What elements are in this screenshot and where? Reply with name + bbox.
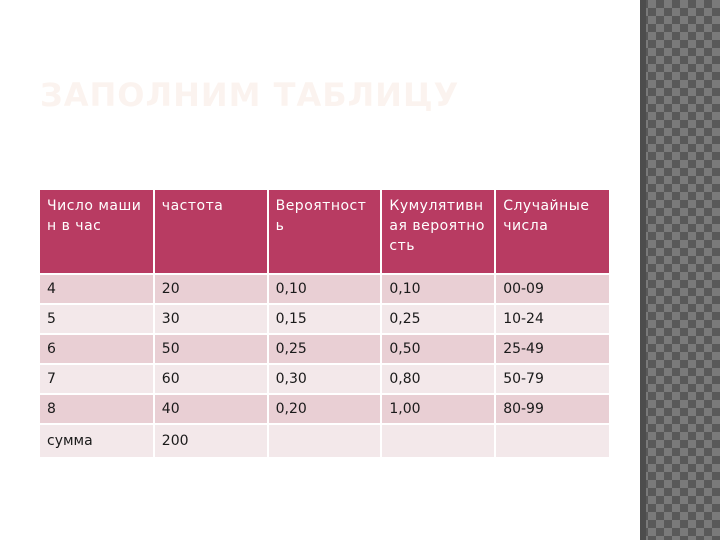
table-cell: 0,10	[381, 274, 495, 304]
decorative-side-strip	[640, 0, 720, 540]
table-cell: 0,25	[381, 304, 495, 334]
table-cell: 00-09	[495, 274, 609, 304]
table-cell: 6	[40, 334, 154, 364]
slide-title: ЗАПОЛНИМ ТАБЛИЦУ	[40, 76, 460, 114]
table-cell	[268, 424, 382, 457]
header-cars-per-hour: Число машин в час	[40, 190, 154, 274]
table-cell: 0,20	[268, 394, 382, 424]
header-probability: Вероятность	[268, 190, 382, 274]
table-cell	[495, 424, 609, 457]
table-cell: 0,30	[268, 364, 382, 394]
table-cell: 50	[154, 334, 268, 364]
table-cell: 10-24	[495, 304, 609, 334]
table-cell: 1,00	[381, 394, 495, 424]
table-cell: 30	[154, 304, 268, 334]
table-row-total	[40, 424, 609, 457]
table-row	[40, 304, 609, 334]
header-random-numbers: Случайные числа	[495, 190, 609, 274]
header-frequency: частота	[154, 190, 268, 274]
table-cell: 80-99	[495, 394, 609, 424]
frequency-table	[40, 190, 609, 457]
table-cell: сумма	[40, 424, 154, 457]
table-cell: 7	[40, 364, 154, 394]
table-cell: 60	[154, 364, 268, 394]
table-cell: 40	[154, 394, 268, 424]
table-cell: 20	[154, 274, 268, 304]
table-cell: 25-49	[495, 334, 609, 364]
table-header-row	[40, 190, 609, 274]
table-row	[40, 394, 609, 424]
table-cell	[381, 424, 495, 457]
table-row	[40, 364, 609, 394]
table-cell: 4	[40, 274, 154, 304]
table-row	[40, 274, 609, 304]
table-cell: 0,80	[381, 364, 495, 394]
table-cell: 50-79	[495, 364, 609, 394]
header-cumulative-probability: Кумулятивная вероятность	[381, 190, 495, 274]
table-cell: 0,10	[268, 274, 382, 304]
table-cell: 0,15	[268, 304, 382, 334]
table-cell: 0,25	[268, 334, 382, 364]
table-cell: 0,50	[381, 334, 495, 364]
table-row	[40, 334, 609, 364]
table-cell: 200	[154, 424, 268, 457]
table-cell: 5	[40, 304, 154, 334]
table-cell: 8	[40, 394, 154, 424]
